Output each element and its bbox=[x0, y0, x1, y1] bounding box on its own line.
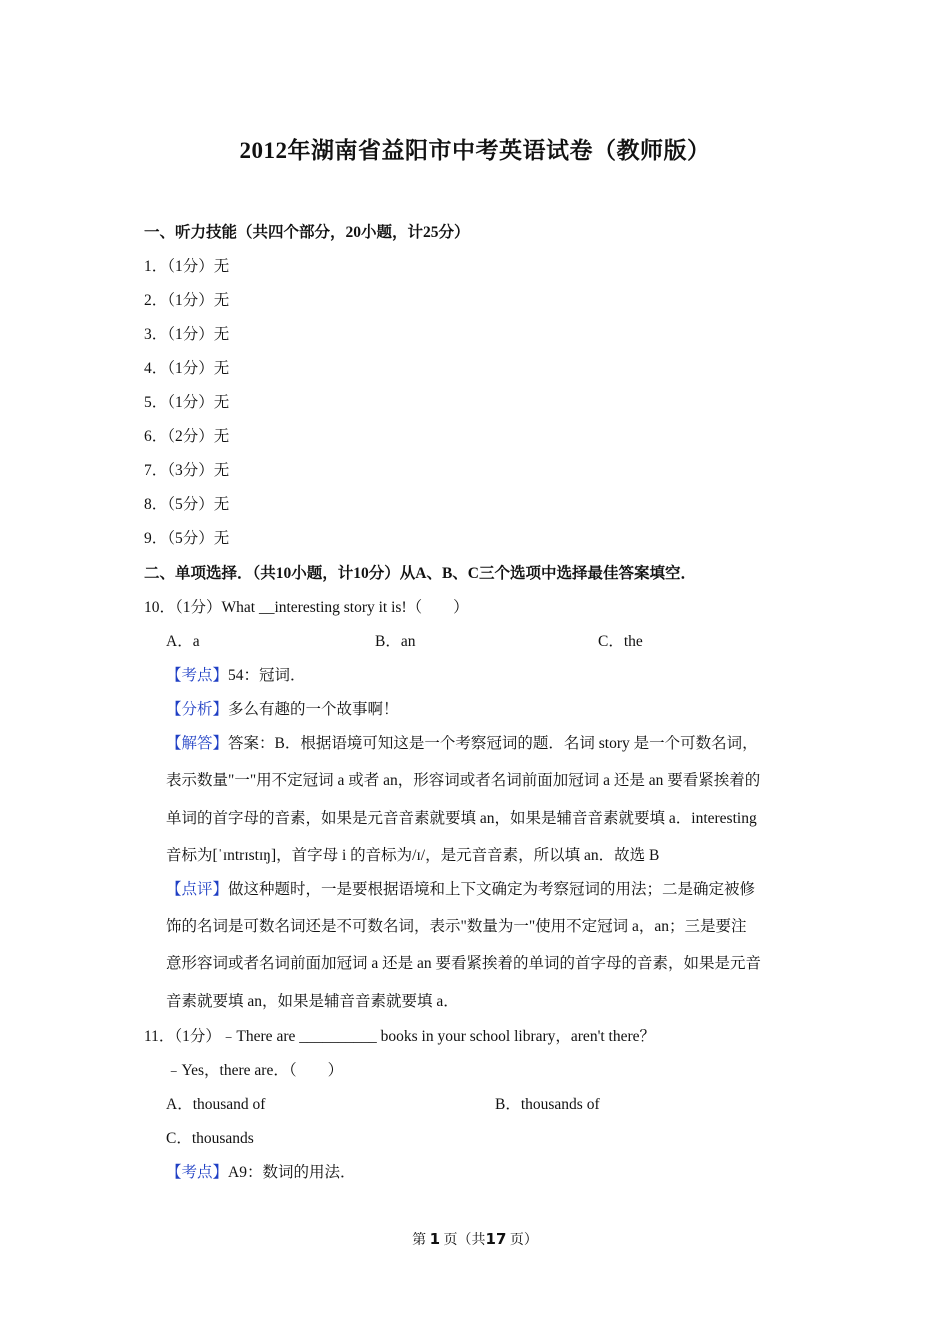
jieda-text-3: 单词的首字母的音素，如果是元音音素就要填 an，如果是辅音音素就要填 a．interesting bbox=[166, 810, 757, 827]
jieda-text-1: 答案：B．根据语境可知这是一个考察冠词的题．名词 story 是一个可数名词， bbox=[228, 735, 758, 752]
question-11-kaodian bbox=[166, 1162, 355, 1184]
question-11-option-a: A．thousand of bbox=[166, 1096, 266, 1113]
dianping-text-4: 音素就要填 an，如果是辅音音素就要填 a． bbox=[166, 993, 459, 1010]
jieda-text-4: 音标为[ˈɪntrɪstɪŋ]，首字母 i 的音标为/ɪ/，是元音音素，所以填 an．故选 B bbox=[166, 847, 660, 864]
section-heading-listening: 一、听力技能（共四个部分，20小题，计25分） bbox=[144, 224, 470, 241]
list-item: 6．（2分）无 bbox=[144, 428, 230, 445]
question-11-option-b: B．thousands of bbox=[495, 1096, 600, 1113]
question-11-option-c: C．thousands bbox=[166, 1130, 254, 1147]
jieda-text-2: 表示数量"一"用不定冠词 a 或者 an，形容词或者名词前面加冠词 a 还是 an 要看紧挨着的 bbox=[166, 772, 761, 789]
list-item: 7．（3分）无 bbox=[144, 462, 230, 479]
question-10-dianping bbox=[166, 879, 755, 901]
footer-prefix: 第 bbox=[412, 1233, 427, 1248]
page-footer bbox=[0, 1229, 950, 1249]
kaodian-tag: 【考点】 bbox=[166, 1164, 229, 1181]
list-item: 5．（1分）无 bbox=[144, 394, 230, 411]
footer-suffix: 页） bbox=[509, 1233, 538, 1248]
question-10-option-b: B．an bbox=[375, 633, 416, 650]
page-number: 1 bbox=[429, 1230, 441, 1248]
list-item: 9．（5分）无 bbox=[144, 530, 230, 547]
dianping-tag: 【点评】 bbox=[166, 881, 229, 898]
question-11-stem: 11．（1分）﹣There are __________ books in your school library，aren't there？ bbox=[144, 1028, 656, 1045]
question-10-option-a: A．a bbox=[166, 633, 200, 650]
list-item: 8．（5分）无 bbox=[144, 496, 230, 513]
dianping-text-3: 意形容词或者名词前面加冠词 a 还是 an 要看紧挨着的单词的首字母的音素，如果是元音 bbox=[166, 955, 762, 972]
question-10-option-c: C．the bbox=[598, 633, 643, 650]
question-10-fenxi bbox=[166, 699, 399, 721]
question-10-jieda bbox=[166, 733, 758, 755]
total-pages: 17 bbox=[485, 1230, 507, 1248]
fenxi-text: 多么有趣的一个故事啊！ bbox=[228, 701, 399, 718]
jieda-tag: 【解答】 bbox=[166, 735, 229, 752]
question-10-stem: 10．（1分）What __interesting story it is!（ ） bbox=[144, 599, 469, 616]
list-item: 3．（1分）无 bbox=[144, 326, 230, 343]
page-title: 2012年湖南省益阳市中考英语试卷（教师版） bbox=[239, 138, 711, 163]
section-heading-multiple-choice: 二、单项选择．（共10小题，计10分）从A、B、C三个选项中选择最佳答案填空． bbox=[144, 565, 696, 582]
question-11-stem-2: ﹣Yes，there are．（ ） bbox=[166, 1062, 344, 1079]
dianping-text-2: 饰的名词是可数名词还是不可数名词，表示"数量为一"使用不定冠词 a，an；三是要注 bbox=[166, 918, 747, 935]
list-item: 4．（1分）无 bbox=[144, 360, 230, 377]
kaodian-tag: 【考点】 bbox=[166, 667, 229, 684]
list-item: 1．（1分）无 bbox=[144, 258, 230, 275]
question-10-kaodian bbox=[166, 665, 306, 687]
kaodian-text: 54：冠词． bbox=[228, 667, 306, 684]
kaodian-text: A9：数词的用法． bbox=[228, 1164, 356, 1181]
footer-middle: 页（共 bbox=[443, 1233, 486, 1248]
dianping-text-1: 做这种题时，一是要根据语境和上下文确定为考察冠词的用法；二是确定被修 bbox=[228, 881, 756, 898]
list-item: 2．（1分）无 bbox=[144, 292, 230, 309]
fenxi-tag: 【分析】 bbox=[166, 701, 229, 718]
